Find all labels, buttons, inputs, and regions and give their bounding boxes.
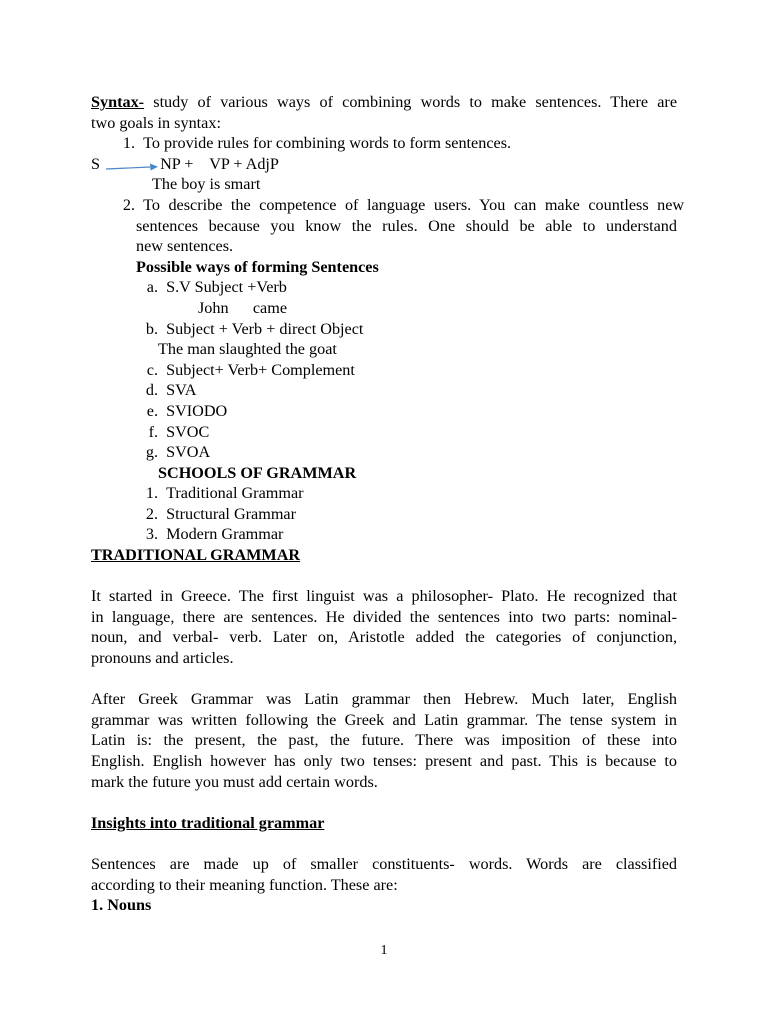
syntax-definition: study of various ways of combining words to make sentences. There are — [144, 93, 677, 111]
way-item: e. SVIODO — [146, 401, 228, 420]
way-item: f. SVOC — [148, 422, 210, 441]
way-item: g. SVOA — [145, 443, 211, 462]
document-page — [91, 92, 685, 916]
nouns-item: 1. Nouns — [91, 896, 152, 915]
goal-2-line-3: new sentences. — [136, 237, 234, 256]
goal-2 — [91, 195, 685, 257]
goal-1 — [91, 133, 677, 154]
way-item: a. S.V Subject +Verb — [146, 278, 287, 297]
rule-symbol: S — [91, 154, 101, 173]
page-number: 1 — [380, 943, 388, 958]
rule-rhs: NP + VP + AdjP — [160, 154, 279, 173]
way-example: The man slaughted the goat — [158, 340, 337, 359]
schools-heading: SCHOOLS OF GRAMMAR — [158, 463, 357, 482]
way-item: d. SVA — [145, 381, 197, 400]
insights-paragraph: Sentences are made up of smaller constituents- words. Words are classified according to their meaning function. These are: — [91, 854, 677, 894]
goal-1-number: 1. — [122, 134, 135, 153]
arrow-right-icon — [104, 159, 160, 171]
way-example: John came — [198, 298, 288, 317]
intro-line-1 — [91, 92, 677, 113]
insights-heading: Insights into traditional grammar — [91, 813, 325, 832]
goal-2-line-2: sentences because you know the rules. One should be able to understand — [136, 216, 677, 235]
rule-line — [91, 154, 677, 175]
intro-line-2: two goals in syntax: — [91, 113, 221, 132]
school-item: 1. Traditional Grammar — [145, 484, 304, 503]
traditional-paragraph-2: After Greek Grammar was Latin grammar then Hebrew. Much later, English grammar was written following the Greek and Latin grammar. The tense system in Latin is: the present, the past, the future. There was imposition of these into English. English however has only two tenses: present and past. This is because to mark the future you must add certain words. — [91, 690, 677, 791]
traditional-heading: TRADITIONAL GRAMMAR — [91, 546, 301, 565]
way-item: c. Subject+ Verb+ Complement — [146, 360, 355, 379]
school-item: 3. Modern Grammar — [145, 525, 284, 544]
syntax-term: Syntax- — [91, 93, 145, 111]
goal-2-text-1: To describe the competence of language users. You can make countless new — [143, 195, 685, 214]
goal-2-line-1 — [91, 195, 685, 216]
rule-example: The boy is smart — [152, 175, 261, 194]
school-item: 2. Structural Grammar — [145, 504, 296, 523]
ways-heading: Possible ways of forming Sentences — [136, 257, 379, 276]
way-item: b. Subject + Verb + direct Object — [145, 319, 364, 338]
goal-2-number: 2. — [122, 195, 135, 214]
goal-1-text: To provide rules for combining words to form sentences. — [143, 134, 512, 153]
traditional-paragraph-1: It started in Greece. The first linguist was a philosopher- Plato. He recognized that in language, there are sentences. He divided the sentences into two parts: nominal- noun, and verbal- verb. Later on, Aristotle added the categories of conjunction, pronouns and articles. — [91, 587, 677, 668]
